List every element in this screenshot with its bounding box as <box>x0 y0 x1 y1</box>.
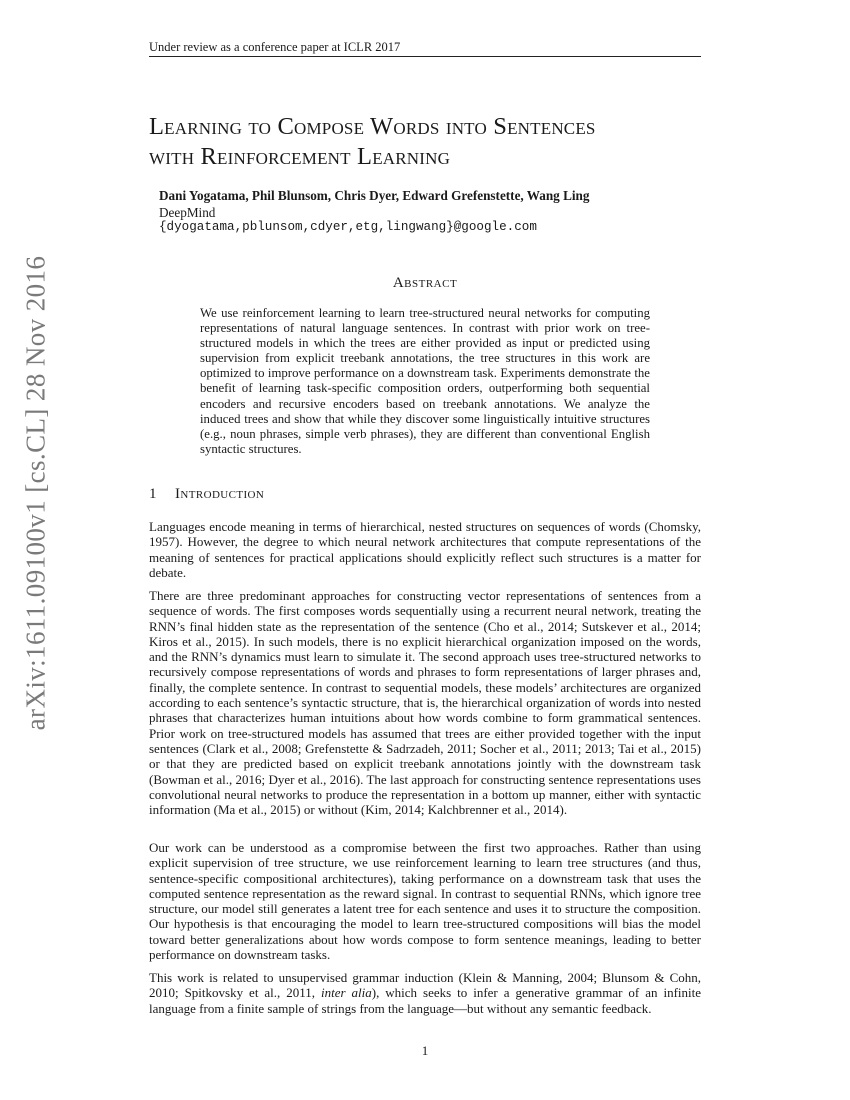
arxiv-stamp-text: arXiv:1611.09100v1 [cs.CL] 28 Nov 2016 <box>20 255 51 731</box>
author-list: Dani Yogatama, Phil Blunsom, Chris Dyer, Edward Grefenstette, Wang Ling <box>159 188 590 203</box>
paragraph-4-italic: inter alia <box>320 985 372 1001</box>
author-emails: {dyogatama,pblunsom,cdyer,etg,lingwang}@google.com <box>159 220 537 234</box>
paragraph-1: Languages encode meaning in terms of hierarchical, nested structures on sequences of words (Chomsky, 1957). However, the degree to which neural network architectures that compute representations of the meaning of sentences for practical applications should explicitly reflect such structures is a matter for debate. <box>149 519 701 580</box>
paragraph-4-text-a: This work is related to unsupervised grammar induction (Klein & Manning, 2004; Blunsom & Cohn, 2010; Spitkovsky et al., 2011, <box>149 970 701 1001</box>
abstract-heading: Abstract <box>392 275 458 291</box>
section-title: Introduction <box>175 486 265 502</box>
header-rule <box>149 56 701 57</box>
paragraph-4 <box>149 970 701 1016</box>
title-line-1: Learning to Compose Words into Sentences <box>149 113 596 140</box>
abstract-body: We use reinforcement learning to learn tree-structured neural networks for computing representations of natural language sentences. In contrast with prior work on tree-structured models in which the trees are either provided as input or predicted using supervision from explicit treebank annotations, the tree structures in this work are optimized to improve performance on a downstream task. Experiments demonstrate the benefit of learning task-specific composition orders, outperforming both sequential encoders and recursive encoders based on treebank annotations. We analyze the induced trees and show that while they discover some linguistically intuitive structures (e.g., noun phrases, simple verb phrases), they are different than conventional English syntactic structures. <box>200 306 650 456</box>
paragraph-3: Our work can be understood as a compromise between the first two approaches. Rather than using explicit supervision of tree structure, we use reinforcement learning to learn tree structures (and thus, sentence-specific compositional architectures), taking performance on a downstream task that uses the computed sentence representation as the reward signal. In contrast to sequential RNNs, which ignore tree structure, our model still generates a latent tree for each sentence and uses it to structure the composition. Our hypothesis is that encouraging the model to learn tree-structured compositions will bias the model toward better generalizations about how words compose to form sentence meanings, leading to better performance on downstream tasks. <box>149 840 701 963</box>
page-number: 1 <box>421 1043 429 1058</box>
title-line-2: with Reinforcement Learning <box>149 143 451 170</box>
section-heading <box>149 486 264 503</box>
running-head: Under review as a conference paper at ICLR 2017 <box>149 40 401 54</box>
paragraph-2: There are three predominant approaches for constructing vector representations of sentences from a sequence of words. The first composes words sequentially using a recurrent neural network, treating the RNN’s final hidden state as the representation of the sentence (Cho et al., 2014; Sutskever et al., 2014; Kiros et al., 2015). In such models, there is no explicit hierarchical organization imposed on the words, and the RNN’s dynamics must learn to simulate it. The second approach uses tree-structured networks to recursively compose representations of words and phrases to form representations of larger phrases and, finally, the complete sentence. In contrast to sequential models, these models’ architectures are organized according to each sentence’s syntactic structure, that is, the hierarchical organization of words into nested phrases that characterizes human intuitions about how words combine to form grammatical sentences. Prior work on tree-structured models has assumed that trees are either provided together with the input sentences (Clark et al., 2008; Grefenstette & Sadrzadeh, 2011; Socher et al., 2011; 2013; Tai et al., 2015) or that they are predicted based on explicit treebank annotations jointly with the downstream task (Bowman et al., 2016; Dyer et al., 2016). The last approach for constructing sentence representations uses convolutional neural networks to produce the representation in a bottom up manner, either with syntactic information (Ma et al., 2015) or without (Kim, 2014; Kalchbrenner et al., 2014). <box>149 588 701 818</box>
paper-title <box>149 112 709 172</box>
section-number: 1 <box>149 486 157 502</box>
paragraph-4-text-b: ), which seeks to infer a generative grammar of an infinite language from a finite sample of strings from the language—but without any semantic feedback. <box>149 985 702 1016</box>
affiliation: DeepMind <box>159 205 216 220</box>
